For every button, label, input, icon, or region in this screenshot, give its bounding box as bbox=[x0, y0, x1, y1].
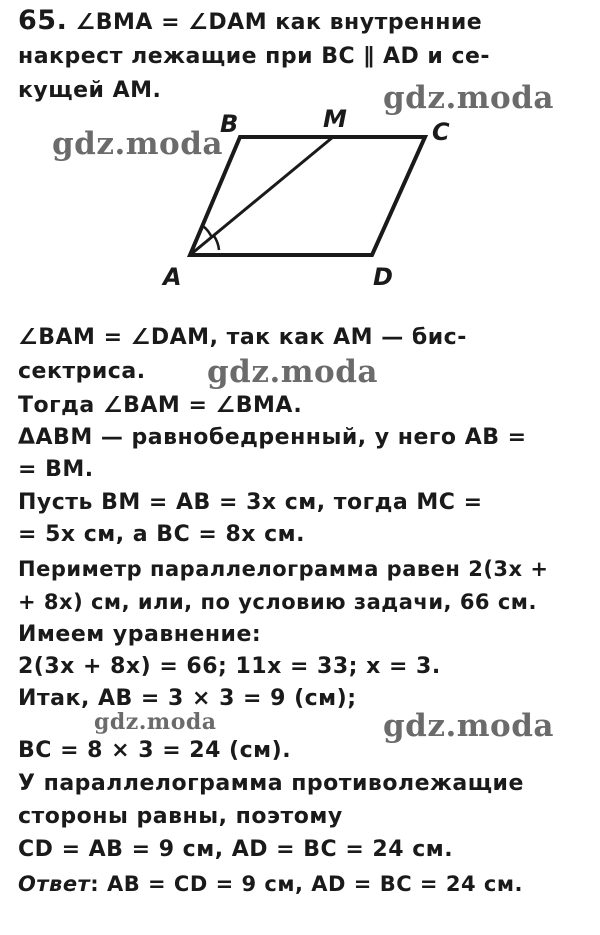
problem-number: 65. bbox=[18, 5, 68, 36]
point-label-c: C bbox=[432, 118, 450, 146]
body-line-15: стороны равны, поэтому bbox=[18, 804, 343, 829]
watermark-1: gdz.moda bbox=[383, 80, 554, 116]
answer-text: : AB = CD = 9 см, AD = BC = 24 см. bbox=[90, 872, 523, 896]
body-line-6: Пусть BM = AB = 3x см, тогда MC = bbox=[18, 490, 483, 515]
point-label-b: B bbox=[220, 110, 239, 138]
watermark-5: gdz.moda bbox=[383, 708, 554, 744]
body-line-12: Итак, AB = 3 × 3 = 9 (см); bbox=[18, 686, 357, 711]
body-line-4: ΔABM — равнобедренный, у него AB = bbox=[18, 425, 527, 450]
point-label-d: D bbox=[373, 263, 393, 291]
watermark-2: gdz.moda bbox=[52, 126, 223, 162]
body-line-3: Тогда ∠BAM = ∠BMA. bbox=[18, 393, 303, 418]
body-line-2: сектриса. bbox=[18, 359, 146, 384]
body-line-16: CD = AB = 9 см, AD = BC = 24 см. bbox=[18, 837, 454, 862]
body-line-9: + 8x) см, или, по условию задачи, 66 см. bbox=[18, 590, 537, 614]
body-line-11: 2(3x + 8x) = 66; 11x = 33; x = 3. bbox=[18, 654, 441, 679]
body-line-13: BC = 8 × 3 = 24 (см). bbox=[18, 738, 292, 763]
point-label-m: M bbox=[323, 105, 347, 133]
answer-label: Ответ bbox=[18, 872, 91, 896]
watermark-3: gdz.moda bbox=[207, 354, 378, 390]
text-line-3: кущей AM. bbox=[18, 78, 162, 103]
angle-arc-a bbox=[203, 226, 212, 238]
body-line-7: = 5x см, а BC = 8x см. bbox=[18, 522, 305, 547]
body-line-14: У параллелограмма противолежащие bbox=[18, 771, 524, 796]
body-line-5: = BM. bbox=[18, 457, 94, 482]
answer-line bbox=[18, 871, 523, 897]
point-label-a: A bbox=[163, 263, 182, 291]
text-line-1: ∠BMA = ∠DAM как внутренние bbox=[75, 10, 483, 35]
parallelogram-abcd bbox=[190, 137, 425, 255]
angle-arc-a-2 bbox=[214, 236, 219, 250]
body-line-1: ∠BAM = ∠DAM, так как AM — бис- bbox=[18, 325, 467, 350]
body-line-8: Периметр параллелограмма равен 2(3x + bbox=[18, 557, 549, 581]
text-line-2: накрест лежащие при BC ∥ AD и се- bbox=[18, 44, 491, 69]
watermark-4: gdz.moda bbox=[94, 709, 217, 735]
body-line-10: Имеем уравнение: bbox=[18, 622, 262, 647]
